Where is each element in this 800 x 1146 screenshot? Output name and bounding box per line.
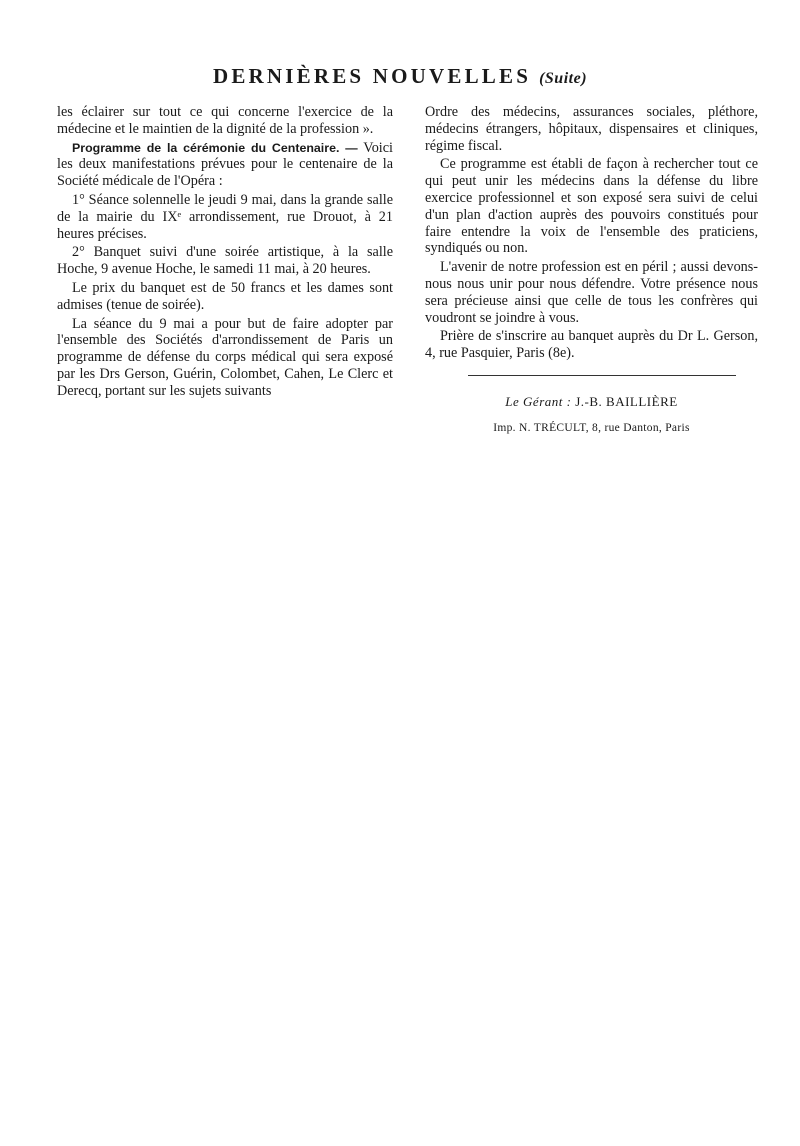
left-paragraph-6: La séance du 9 mai a pour but de faire adopter par l'ensemble des Sociétés d'arrondissement de Paris un programme de défense du corps médical qui sera exposé par les Drs Gerson, Guérin, Colombet, Cahen, Le Clerc et Derecq, portant sur les sujets suivants (57, 315, 393, 399)
manager-label: Le Gérant : (505, 394, 572, 409)
header-title: DERNIÈRES NOUVELLES (212, 64, 532, 88)
printer-line: Imp. N. TRÉCULT, 8, rue Danton, Paris (493, 422, 690, 434)
right-paragraph-1: Ordre des médecins, assurances sociales, pléthore, médecins étrangers, hôpitaux, dispensaires et cliniques, régime fiscal. (425, 104, 758, 154)
section-heading: Programme de la cérémonie du Centenaire. — (72, 140, 358, 155)
footer-divider (468, 375, 736, 376)
left-paragraph-2-text: Voici les deux manifestations prévues pour le centenaire de la Société médicale de l'Opéra : (57, 139, 393, 190)
left-paragraph-2 (57, 140, 393, 190)
left-paragraph-3: 1° Séance solennelle le jeudi 9 mai, dans la grande salle de la mairie du IXᵉ arrondissement, rue Drouot, à 21 heures précises. (57, 191, 393, 242)
left-paragraph-1: les éclairer sur tout ce qui concerne l'exercice de la médecine et le maintien de la dignité de la profession ». (57, 104, 393, 137)
left-column (57, 104, 393, 402)
left-paragraph-5: Le prix du banquet est de 50 francs et les dames sont admises (tenue de soirée). (57, 279, 393, 313)
manager-name: J.-B. BAILLIÈRE (571, 394, 678, 409)
manager-line (425, 394, 758, 410)
right-paragraph-2: Ce programme est établi de façon à rechercher tout ce qui peut unir les médecins dans la défense du libre exercice professionnel et son exposé sera suivi de celui d'un plan d'action auprès des pouvoirs constitués pour faire entendre la voix de l'ensemble des praticiens, syndiqués ou non. (425, 156, 758, 257)
right-column (425, 104, 758, 364)
right-paragraph-4: Prière de s'inscrire au banquet auprès du Dr L. Gerson, 4, rue Pasquier, Paris (8e). (425, 328, 758, 362)
right-paragraph-3: L'avenir de notre profession est en péril ; aussi devons-nous nous unir pour nous défendre. Votre présence nous sera précieuse ainsi que celle de tous les confrères qui voudront se joindre à vous. (425, 259, 758, 326)
left-paragraph-4: 2° Banquet suivi d'une soirée artistique, à la salle Hoche, 9 avenue Hoche, le samedi 11 mai, à 20 heures. (57, 244, 393, 278)
header-suite: (Suite) (539, 70, 588, 87)
page-header (0, 64, 800, 89)
